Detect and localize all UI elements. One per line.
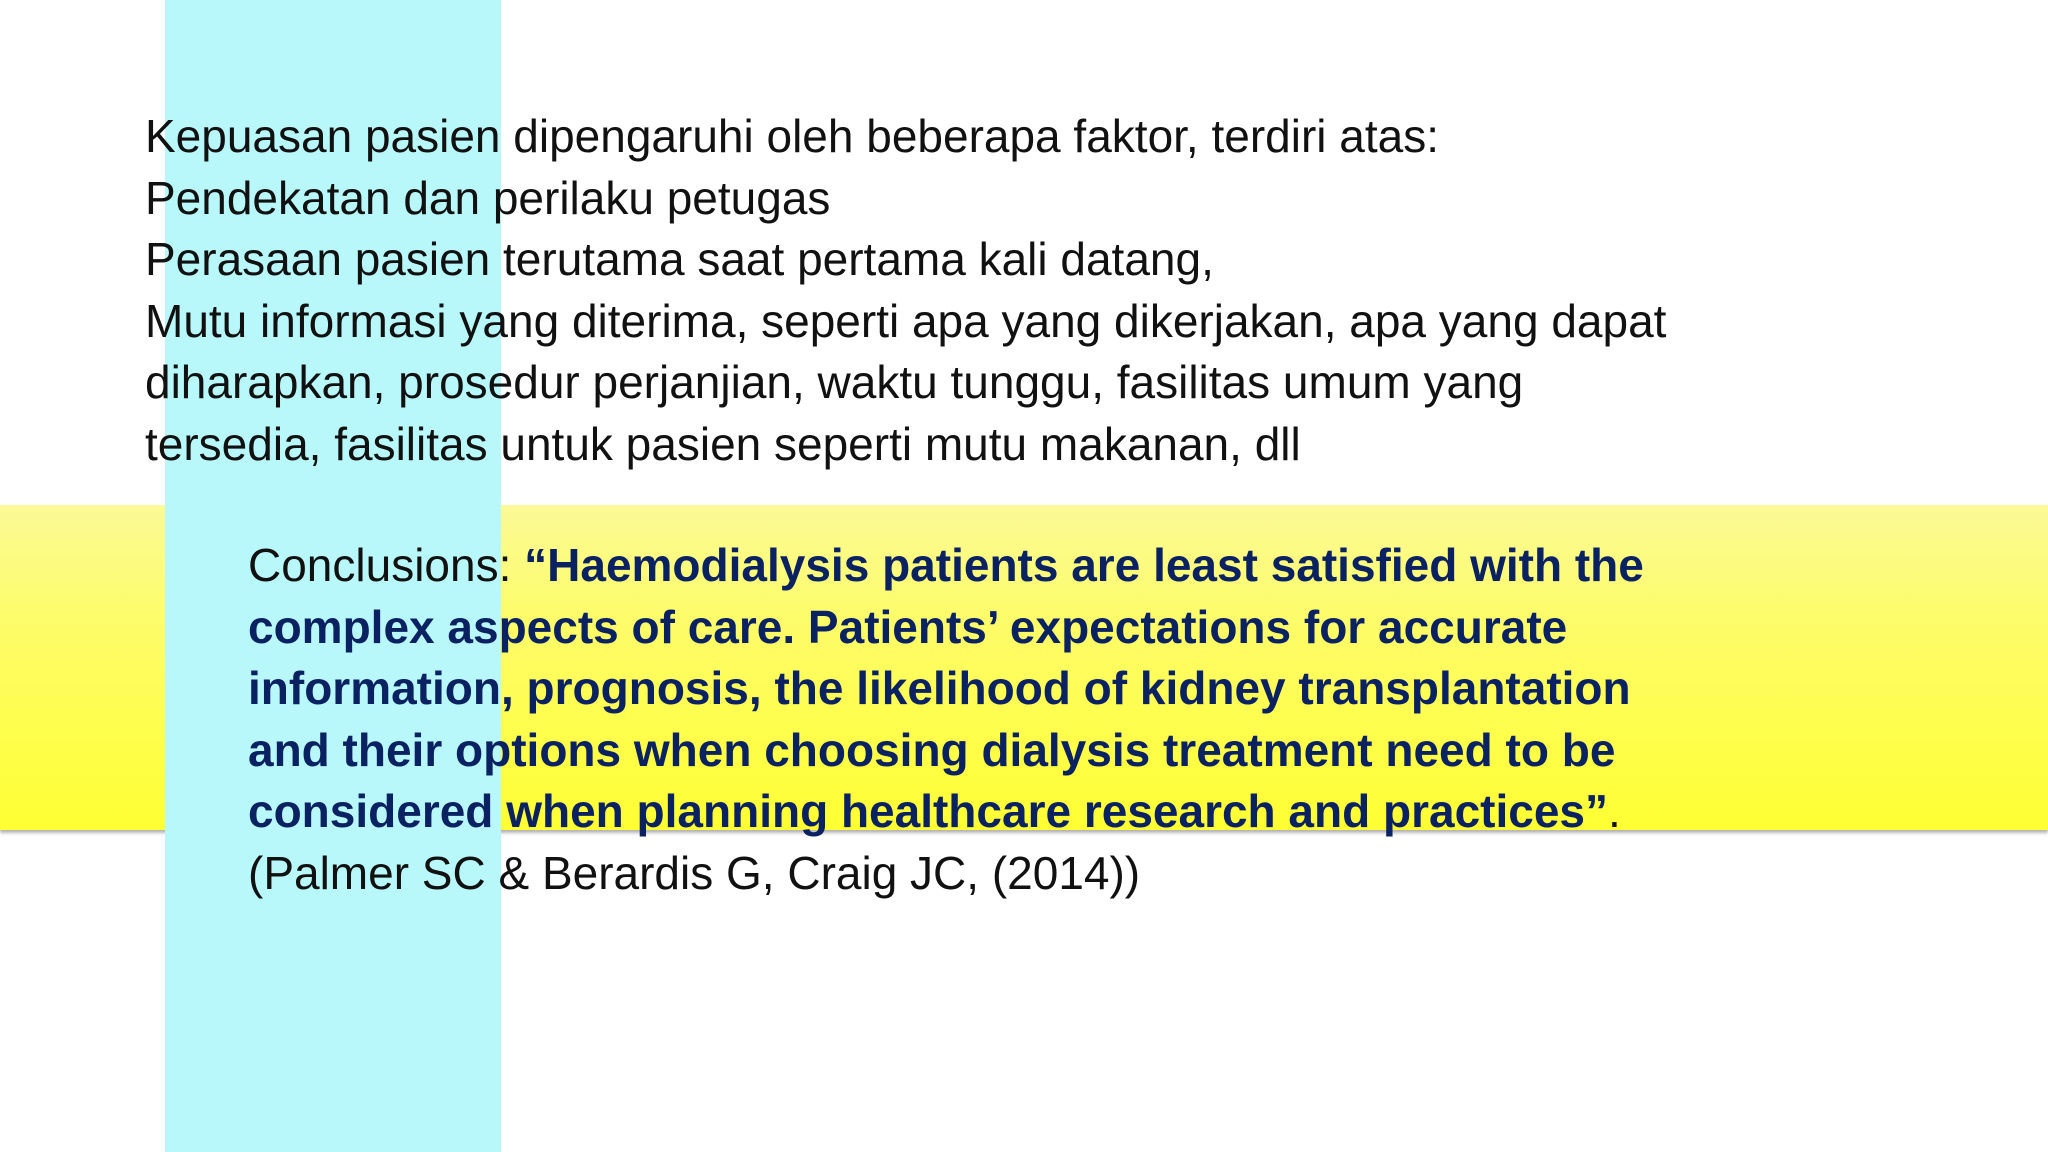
intro-line: Pendekatan dan perilaku petugas (145, 171, 831, 224)
conclusion-label: Conclusions: (248, 539, 525, 591)
citation: (Palmer SC & Berardis G, Craig JC, (2014)) (248, 846, 1141, 899)
conclusion-trailing-period: . (1608, 785, 1621, 837)
conclusion-quote-line: complex aspects of care. Patients’ expectations for accurate (248, 600, 1568, 653)
intro-line: tersedia, fasilitas untuk pasien seperti mutu makanan, dll (145, 417, 1301, 470)
intro-line: Perasaan pasien terutama saat pertama kali datang, (145, 233, 1214, 285)
conclusion-quote-line: and their options when choosing dialysis treatment need to be (248, 723, 1616, 776)
conclusion-quote-line: “Haemodialysis patients are least satisfied with the (524, 539, 1644, 591)
conclusion-line (248, 535, 2028, 597)
intro-line: Mutu informasi yang diterima, seperti apa yang dikerjakan, apa yang dapat (145, 294, 1667, 347)
intro-line: Kepuasan pasien dipengaruhi oleh beberapa faktor, terdiri atas: (145, 110, 1440, 162)
intro-text-block (145, 106, 2005, 475)
conclusion-text-block (248, 535, 2028, 904)
conclusion-line (248, 781, 2028, 843)
conclusion-line (248, 720, 2028, 782)
conclusion-quote-line: information, prognosis, the likelihood of kidney transplantation (248, 662, 1631, 714)
conclusion-line (248, 658, 2028, 720)
conclusion-line (248, 597, 2028, 659)
conclusion-quote-line: considered when planning healthcare research and practices” (248, 785, 1609, 837)
intro-line: diharapkan, prosedur perjanjian, waktu tunggu, fasilitas umum yang (145, 356, 1524, 408)
